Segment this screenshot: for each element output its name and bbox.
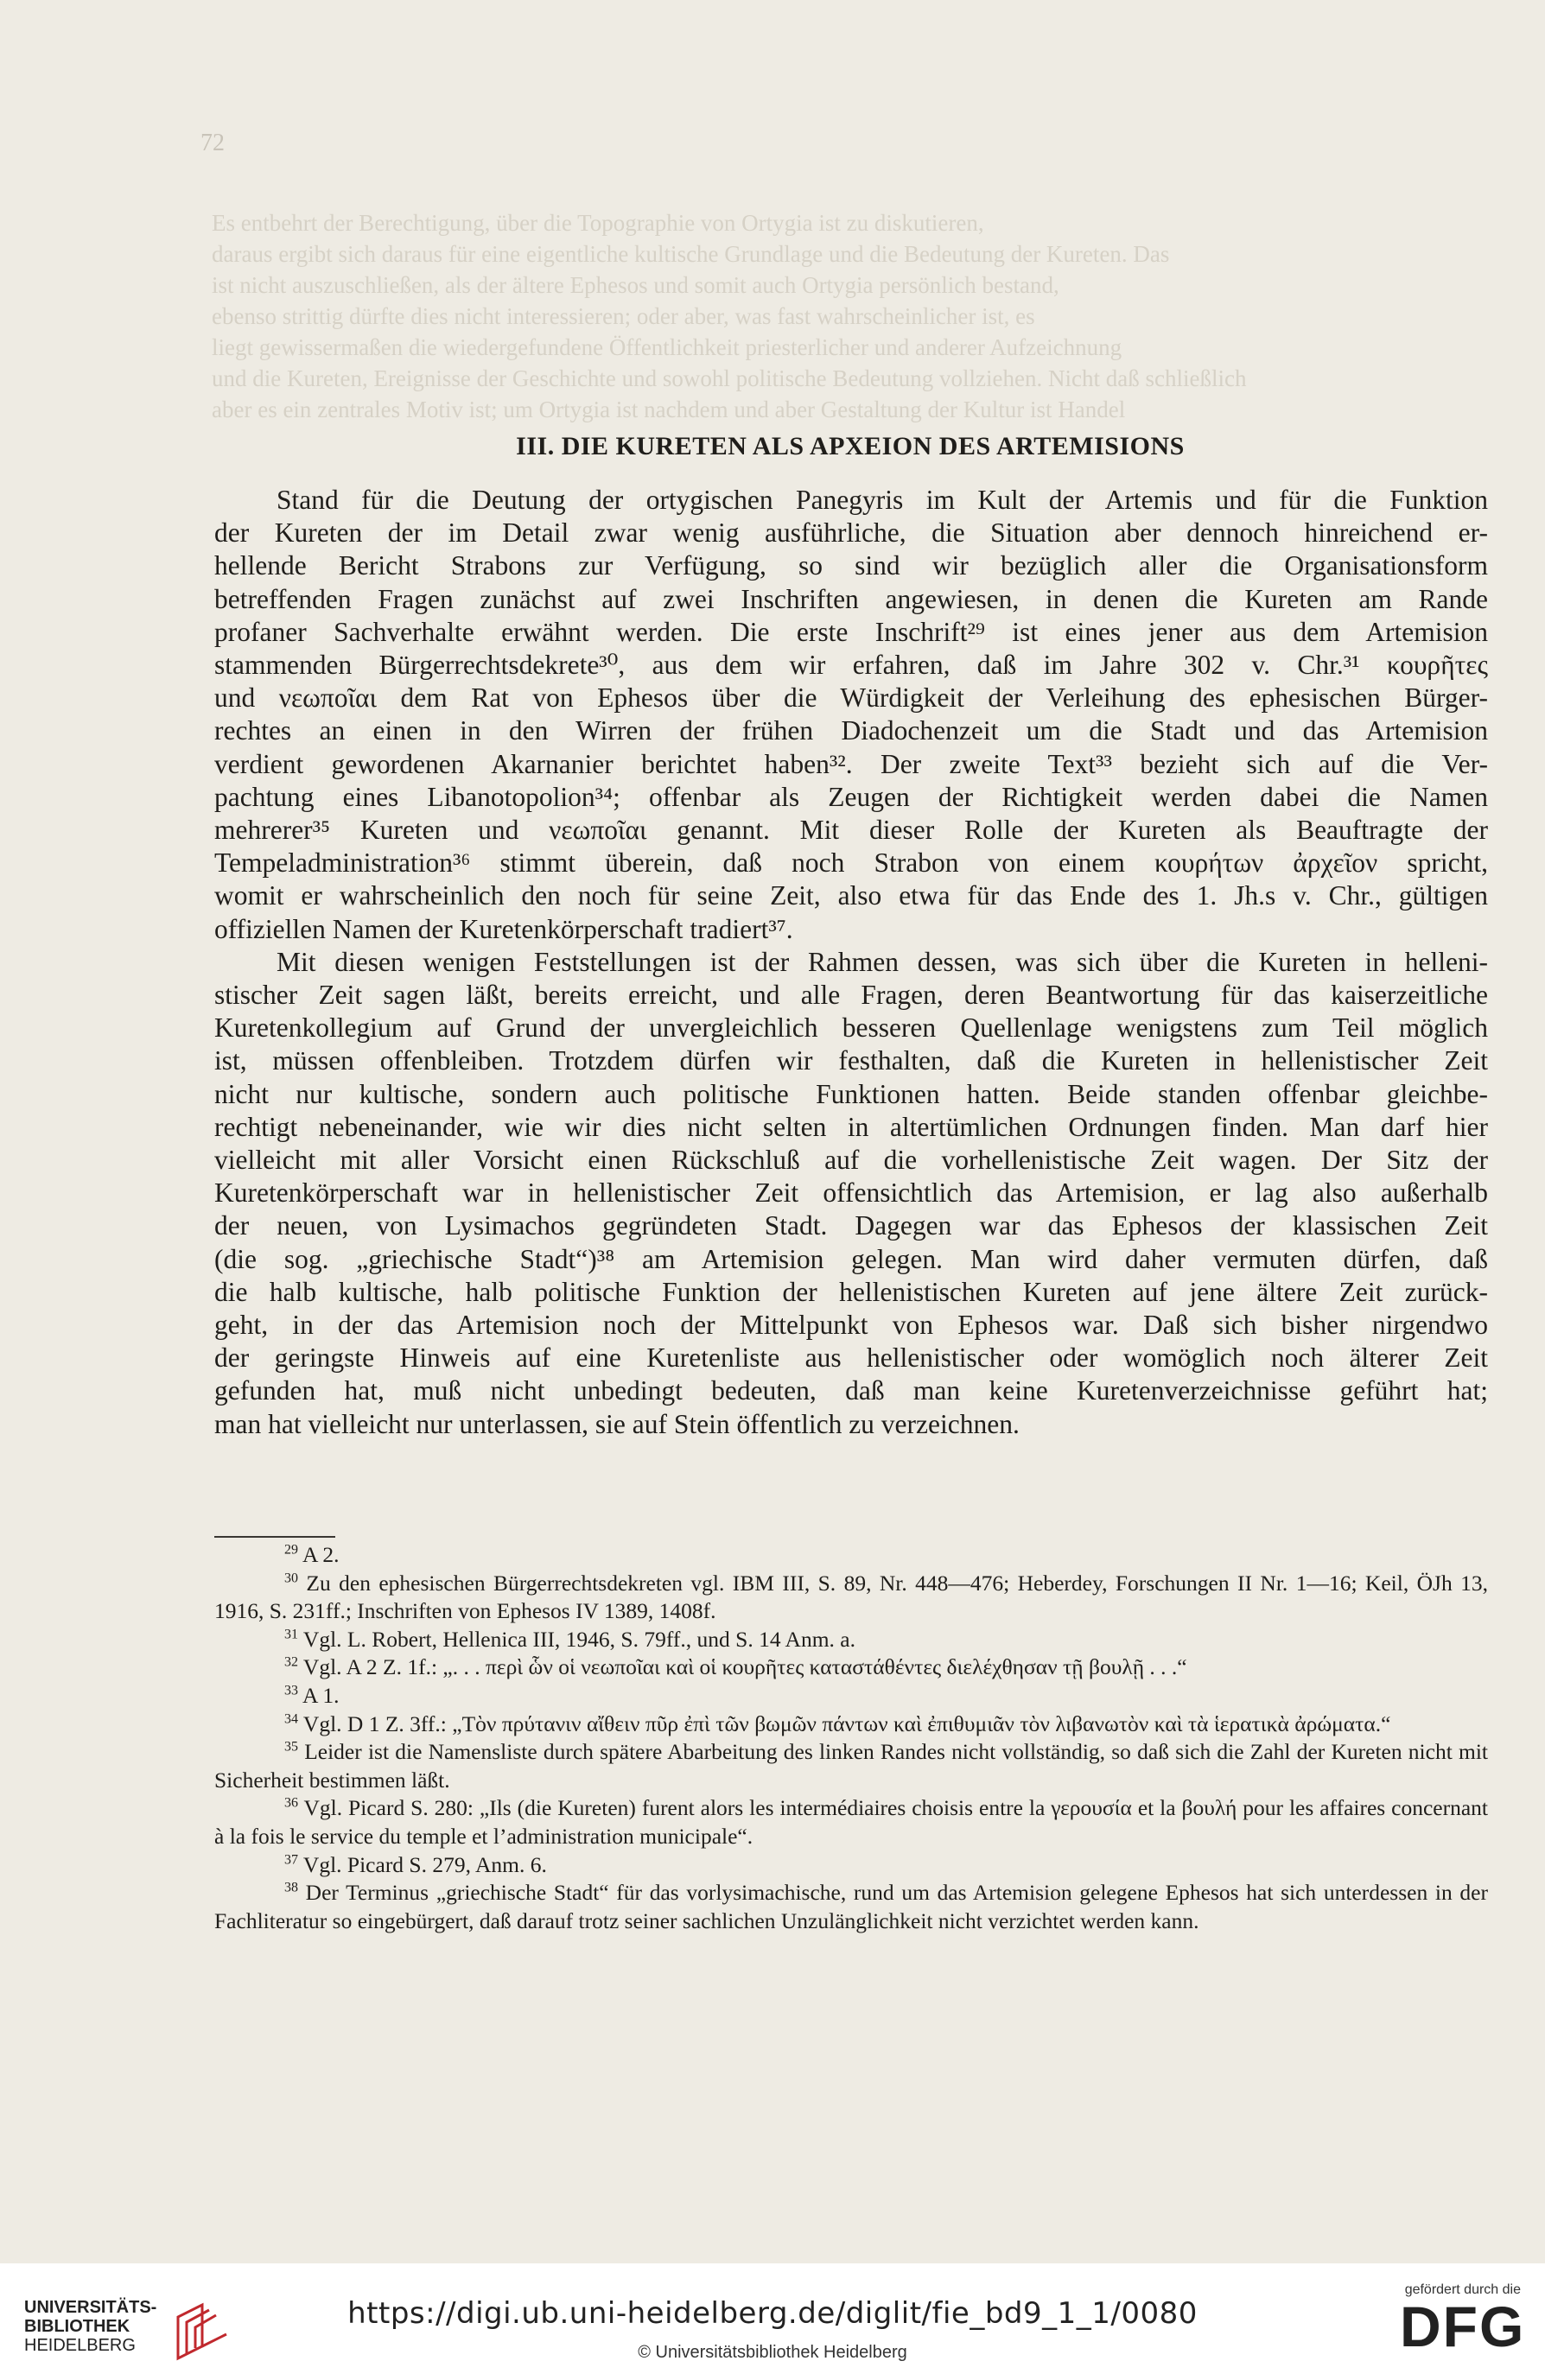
text-line: der neuen, von Lysimachos gegründeten Stadt. Dagegen war das Ephesos der klassischen Zeit bbox=[214, 1210, 1488, 1241]
text-line: ist, müssen offenbleiben. Trotzdem dürfen wir festhalten, daß die Kureten in hellenistischer Zeit bbox=[214, 1045, 1488, 1076]
bleed-through-line: und die Kureten, Ereignisse der Geschichte und sowohl politische Bedeutung vollziehen. Nicht daß schließlich bbox=[212, 365, 1247, 391]
footnote-number: 33 bbox=[284, 1683, 298, 1698]
footnotes bbox=[214, 1541, 1488, 1935]
page-number: 72 bbox=[200, 130, 225, 156]
text-line: der Kureten der im Detail zwar wenig ausführliche, die Situation aber dennoch hinreichend er- bbox=[214, 517, 1488, 549]
text-line: betreffenden Fragen zunächst auf zwei Inschriften angewiesen, in denen die Kureten am Rande bbox=[214, 583, 1488, 614]
logo-line-3: HEIDELBERG bbox=[24, 2336, 136, 2355]
text-line: (die sog. „griechische Stadt“)³⁸ am Artemision gelegen. Man wird daher vermuten dürfen, daß bbox=[214, 1243, 1488, 1274]
text-line: nicht nur kultische, sondern auch politische Funktionen hatten. Beide standen offenbar gleichbe- bbox=[214, 1078, 1488, 1109]
text-line: pachtung eines Libanotopolion³⁴; offenbar als Zeugen der Richtigkeit werden dabei die Namen bbox=[214, 781, 1488, 812]
text-line: Kuretenkollegium auf Grund der unvergleichlich besseren Quellenlage wenigstens zum Teil möglich bbox=[214, 1012, 1488, 1044]
footnote-text: Vgl. D 1 Z. 3ff.: „Τὸν πρύτανιν αἴθειν πῦρ ἐπὶ τῶν βωμῶν πάντων καὶ ἐπιθυμιᾶν τὸν λιβανωτὸν καὶ τὰ ἱερατικὰ ἀρώματα.“ bbox=[298, 1710, 1391, 1736]
bleed-through-line: ebenso strittig dürfte dies nicht interessieren; oder aber, was fast wahrscheinlicher ist, es bbox=[212, 303, 1035, 329]
footnote bbox=[214, 1851, 1488, 1880]
copyright-notice: © Universitätsbibliothek Heidelberg bbox=[638, 2343, 907, 2362]
footnote bbox=[214, 1626, 1488, 1654]
paragraph bbox=[214, 946, 1488, 1441]
text-line: man hat vielleicht nur unterlassen, sie auf Stein öffentlich zu verzeichnen. bbox=[214, 1408, 1020, 1439]
text-line: stischer Zeit sagen läßt, bereits erreicht, und alle Fragen, deren Beantwortung für das kaiserzeitliche bbox=[214, 980, 1488, 1011]
bleed-through-line: daraus ergibt sich daraus für eine eigentliche kultische Grundlage und die Bedeutung der Kureten. Das bbox=[212, 241, 1170, 267]
text-line: die halb kultische, halb politische Funktion der hellenistischen Kureten auf jene ältere Zeit zurück- bbox=[214, 1276, 1488, 1307]
footnote-rule bbox=[214, 1536, 335, 1538]
digitization-footer bbox=[0, 2263, 1545, 2380]
text-line: Stand für die Deutung der ortygischen Panegyris im Kult der Artemis und für die Funktion bbox=[277, 485, 1488, 515]
footnote bbox=[214, 1879, 1488, 1935]
text-line: rechtes an einen in den Wirren der frühen Diadochenzeit um die Stadt und das Artemision bbox=[214, 715, 1488, 746]
footnote-number: 29 bbox=[284, 1542, 298, 1558]
footnote-number: 32 bbox=[284, 1654, 298, 1670]
text-line: hellende Bericht Strabons zur Verfügung, so sind wir bezüglich aller die Organisationsform bbox=[214, 550, 1488, 581]
text-line: mehrerer³⁵ Kureten und νεωποῖαι genannt. Mit dieser Rolle der Kureten als Beauftragte der bbox=[214, 815, 1488, 846]
footnote-number: 35 bbox=[284, 1739, 298, 1755]
text-line: und νεωποῖαι dem Rat von Ephesos über die Würdigkeit der Verleihung des ephesischen Bürger- bbox=[214, 682, 1488, 714]
footnote-text: Vgl. Picard S. 280: „Ils (die Kureten) furent alors les intermédiaires choisis entre la γερουσία et la βουλή pour les affaires concernant à la fois le service du temple et l’administration municipale“. bbox=[214, 1795, 1488, 1849]
footnote-number: 34 bbox=[284, 1711, 298, 1727]
text-line: der geringste Hinweis auf eine Kuretenliste aus hellenistischer oder womöglich noch älterer Zeit bbox=[214, 1342, 1488, 1374]
bleed-through-line: liegt gewissermaßen die wiedergefundene Öffentlichkeit priesterlicher und anderer Aufzeichnung bbox=[212, 334, 1122, 360]
source-url-link[interactable]: https://digi.ub.uni-heidelberg.de/diglit/fie_bd9_1_1/0080 bbox=[347, 2296, 1198, 2331]
paragraph bbox=[214, 484, 1488, 946]
footnote bbox=[214, 1653, 1488, 1682]
text-line: rechtigt nebeneinander, wie wir dies nicht selten in altertümlichen Ordnungen finden. Man darf hier bbox=[214, 1111, 1488, 1142]
text-line: Mit diesen wenigen Feststellungen ist der Rahmen dessen, was sich über die Kureten in helleni- bbox=[277, 946, 1488, 977]
footnote-text: Vgl. Picard S. 279, Anm. 6. bbox=[298, 1851, 547, 1877]
dfg-label: gefördert durch die bbox=[1404, 2282, 1521, 2297]
text-line: Tempeladministration³⁶ stimmt überein, daß noch Strabon von einem κουρήτων ἀρχεῖον spricht, bbox=[214, 847, 1488, 879]
footnote bbox=[214, 1794, 1488, 1850]
text-line: geht, in der das Artemision noch der Mittelpunkt von Ephesos war. Daß sich bisher nirgendwo bbox=[214, 1310, 1488, 1341]
bleed-through-line: aber es ein zentrales Motiv ist; um Ortygia ist nachdem und aber Gestaltung der Kultur ist Handel bbox=[212, 397, 1126, 422]
footnote bbox=[214, 1682, 1488, 1710]
bleed-through-text bbox=[212, 207, 1491, 425]
dfg-logo[interactable] bbox=[1400, 2282, 1526, 2358]
footnote bbox=[214, 1710, 1488, 1739]
footnote-text: A 1. bbox=[298, 1682, 340, 1708]
footnote-number: 30 bbox=[284, 1571, 298, 1586]
logo-line-2: BIBLIOTHEK bbox=[24, 2317, 130, 2336]
text-line: verdient gewordenen Akarnanier berichtet haben³². Der zweite Text³³ bezieht sich auf die Ver- bbox=[214, 748, 1488, 779]
footnote-number: 37 bbox=[284, 1852, 298, 1868]
text-line: vielleicht mit aller Vorsicht einen Rückschluß auf die vorhellenistische Zeit wagen. Der Sitz der bbox=[214, 1145, 1488, 1176]
footnote-number: 38 bbox=[284, 1880, 298, 1895]
footnote-text: Vgl. A 2 Z. 1f.: „. . . περὶ ὧν οἱ νεωποῖαι καὶ οἱ κουρῆτες καταστάθέντες διελέχθησαν τῇ βουλῇ . . .“ bbox=[298, 1654, 1187, 1680]
text-line: womit er wahrscheinlich den noch für seine Zeit, also etwa für das Ende des 1. Jh.s v. Chr., gültigen bbox=[214, 880, 1488, 911]
text-line: gefunden hat, muß nicht unbedingt bedeuten, daß man keine Kuretenverzeichnisse geführt hat; bbox=[214, 1375, 1488, 1406]
footnote bbox=[214, 1570, 1488, 1626]
text-line: Kuretenkörperschaft war in hellenistischer Zeit offensichtlich das Artemision, er lag also außerhalb bbox=[214, 1177, 1488, 1209]
footnote-text: Zu den ephesischen Bürgerrechtsdekreten vgl. IBM III, S. 89, Nr. 448—476; Heberdey, Forschungen II Nr. 1—16; Keil, ÖJh 13, 1916, S. 231ff.; Inschriften von Ephesos IV 1389, 1408f. bbox=[214, 1570, 1488, 1624]
bleed-through-line: Es entbehrt der Berechtigung, über die Topographie von Ortygia ist zu diskutieren, bbox=[212, 210, 984, 236]
footnote-text: Leider ist die Namensliste durch spätere Abarbeitung des linken Randes nicht vollständig, so daß sich die Zahl der Kureten nicht mit Sicherheit bestimmen läßt. bbox=[214, 1739, 1488, 1793]
text-line: offiziellen Namen der Kuretenkörperschaft tradiert³⁷. bbox=[214, 913, 793, 944]
footnote-number: 36 bbox=[284, 1795, 298, 1811]
footnote-number: 31 bbox=[284, 1627, 298, 1642]
chapter-heading: III. DIE KURETEN ALS APXEION DES ARTEMISIONS bbox=[516, 432, 1185, 460]
logo-line-1: UNIVERSITÄTS- bbox=[24, 2298, 157, 2317]
footnote bbox=[214, 1738, 1488, 1794]
footnote-text: A 2. bbox=[298, 1542, 340, 1567]
bleed-through-line: ist nicht auszuschließen, als der ältere Ephesos und somit auch Ortygia persönlich bestand, bbox=[212, 272, 1059, 298]
footnote-text: Vgl. L. Robert, Hellenica III, 1946, S. 79ff., und S. 14 Anm. a. bbox=[298, 1626, 855, 1652]
footnote bbox=[214, 1541, 1488, 1570]
dfg-mark: DFG bbox=[1400, 2294, 1526, 2358]
text-line: profaner Sachverhalte erwähnt werden. Die erste Inschrift²⁹ ist eines jener aus dem Artemision bbox=[214, 616, 1488, 647]
body-text bbox=[214, 484, 1488, 1441]
text-line: stammenden Bürgerrechtsdekrete³⁰, aus dem wir erfahren, daß im Jahre 302 v. Chr.³¹ κουρῆτες bbox=[214, 650, 1488, 681]
footnote-text: Der Terminus „griechische Stadt“ für das vorlysimachische, rund um das Artemision gelegene Ephesos hat sich unterdessen in der Fachliteratur so eingebürgert, daß darauf trotz seiner sachlichen Unzulänglichkeit nicht verzichtet werden kann. bbox=[214, 1880, 1488, 1933]
